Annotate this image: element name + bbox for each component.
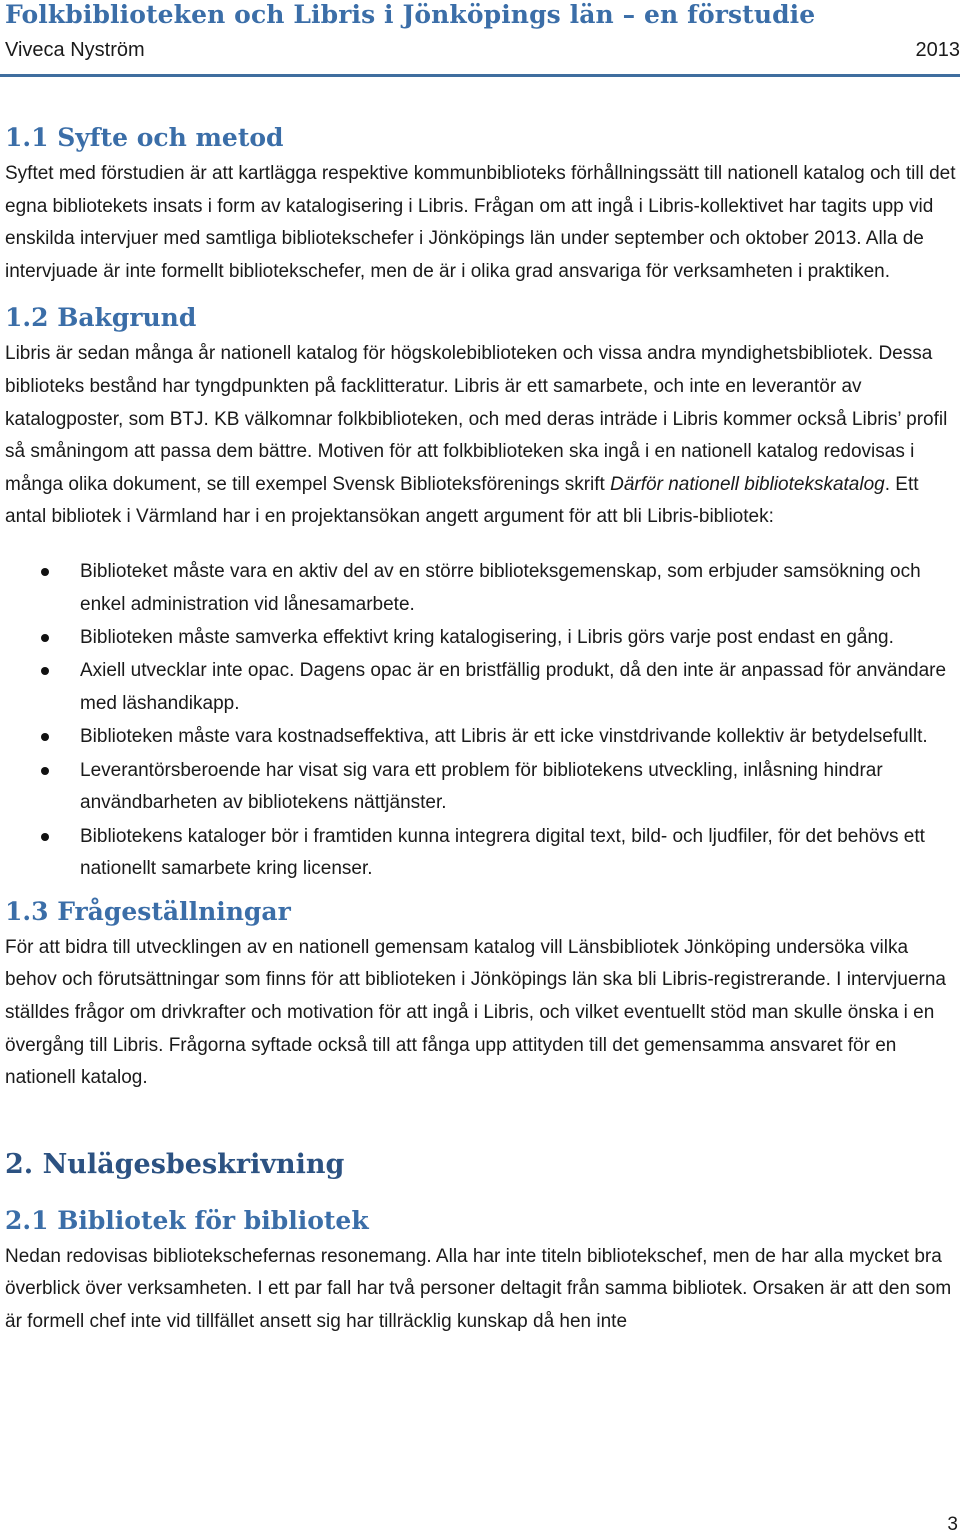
list-item	[5, 622, 960, 655]
bullet-icon	[41, 634, 49, 642]
page-number: 3	[947, 1514, 958, 1535]
section-heading-syfte: 1.1 Syfte och metod	[5, 123, 284, 152]
section-1-2	[5, 298, 960, 885]
bullet-icon	[41, 833, 49, 841]
header-author: Viveca Nyström	[5, 39, 145, 61]
list-item-text: Axiell utvecklar inte opac. Dagens opac är en bristfällig produkt, då den inte är anpassad för användare med läshandikapp.	[80, 660, 947, 714]
publication-title: Därför nationell bibliotekskatalog	[610, 473, 885, 495]
running-header	[5, 36, 960, 64]
bullet-icon	[41, 733, 49, 741]
list-item-text: Leverantörsberoende har visat sig vara ett problem för bibliotekens utveckling, inlåsning hindrar användbarheten av bibliotekens nättjänster.	[80, 759, 883, 814]
document-body	[5, 118, 960, 1339]
paragraph-bibliotek-for-bibliotek: Nedan redovisas bibliotekschefernas resonemang. Alla har inte titeln bibliotekschef, men de har alla mycket bra överblick över verksamheten. I ett par fall har två personer deltagit från samma bibliotek. Orsaken är att den som är formell chef inte vid tillfället ansett sig har tillräcklig kunskap då hen inte	[5, 1245, 952, 1333]
paragraph-bakgrund	[5, 338, 960, 534]
bullet-icon	[41, 667, 49, 675]
list-item-text: Biblioteken måste samverka effektivt kring katalogisering, i Libris görs varje post endast en gång.	[80, 626, 894, 648]
chapter-heading-nulagesbeskrivning: 2. Nulägesbeskrivning	[5, 1148, 345, 1180]
paragraph-syfte: Syftet med förstudien är att kartlägga respektive kommunbiblioteks förhållningssätt till nationell katalog och till det egna bibliotekets insats i form av katalogisering i Libris. Frågan om att ingå i Libris-kollektivet har tagits upp vid enskilda intervjuer med samtliga bibliotekschefer i Jönköpings län under september och oktober 2013. Alla de intervjuade är inte formellt bibliotekschefer, men de är i olika grad ansvariga för verksamheten i praktiken.	[5, 163, 956, 282]
section-1-3	[5, 892, 960, 1095]
section-heading-fragestallningar: 1.3 Frågeställningar	[5, 896, 291, 926]
list-item-text: Bibliotekens kataloger bör i framtiden kunna integrera digital text, bild- och ljudfiler, för det behövs ett nationellt samarbete kring licenser.	[80, 825, 925, 880]
section-2	[5, 1143, 960, 1187]
section-heading-bakgrund: 1.2 Bakgrund	[5, 303, 197, 333]
document-title: Folkbiblioteken och Libris i Jönköpings län – en förstudie	[5, 0, 816, 29]
list-item	[5, 556, 960, 621]
list-item	[5, 755, 960, 820]
bullet-icon	[41, 568, 49, 576]
section-heading-bibliotek-for-bibliotek: 2.1 Bibliotek för bibliotek	[5, 1205, 369, 1235]
section-1-1	[5, 118, 960, 288]
section-2-1	[5, 1201, 960, 1339]
list-item	[5, 821, 960, 886]
list-item	[5, 721, 960, 754]
argument-list	[5, 556, 960, 886]
list-item	[5, 655, 960, 720]
bullet-icon	[41, 767, 49, 775]
paragraph-bakgrund-part1: Libris är sedan många år nationell katalog för högskolebiblioteken och vissa andra myndighetsbibliotek. Dessa biblioteks bestånd har tyngdpunkten på facklitteratur. Libris är ett samarbete, och inte en leverantör av katalogposter, som BTJ. KB välkomnar folkbiblioteken, och med deras inträde i Libris kommer också Libris’ profil så småningom att passa dem bättre. Motiven för att folkbiblioteken ska ingå i en nationell katalog redovisas i många olika dokument, se till exempel Svensk Biblioteksförenings skrift	[5, 343, 948, 495]
paragraph-fragestallningar: För att bidra till utvecklingen av en nationell gemensam katalog vill Länsbibliotek Jönköping undersöka vilka behov och förutsättningar som finns för att biblioteken i Jönköpings län ska bli Libris-registrerande. I intervjuerna ställdes frågor om drivkrafter och motivation för att ingå i Libris, och vilket eventuellt stöd man skulle önska i en övergång till Libris. Frågorna syftade också till att fånga upp attityden till det gemensamma ansvaret för en nationell katalog.	[5, 936, 947, 1089]
paragraph-bakgrund-part2: . Ett antal bibliotek i Värmland har i en projektansökan angett argument för att bli Libris-bibliotek:	[5, 473, 919, 528]
header-divider	[0, 74, 960, 77]
list-item-text: Biblioteken måste vara kostnadseffektiva, att Libris är ett icke vinstdrivande kollektiv är betydelsefullt.	[80, 726, 928, 748]
header-year: 2013	[915, 39, 960, 61]
list-item-text: Biblioteket måste vara en aktiv del av en större biblioteksgemenskap, som erbjuder samsökning och enkel administration vid lånesamarbete.	[80, 560, 921, 615]
